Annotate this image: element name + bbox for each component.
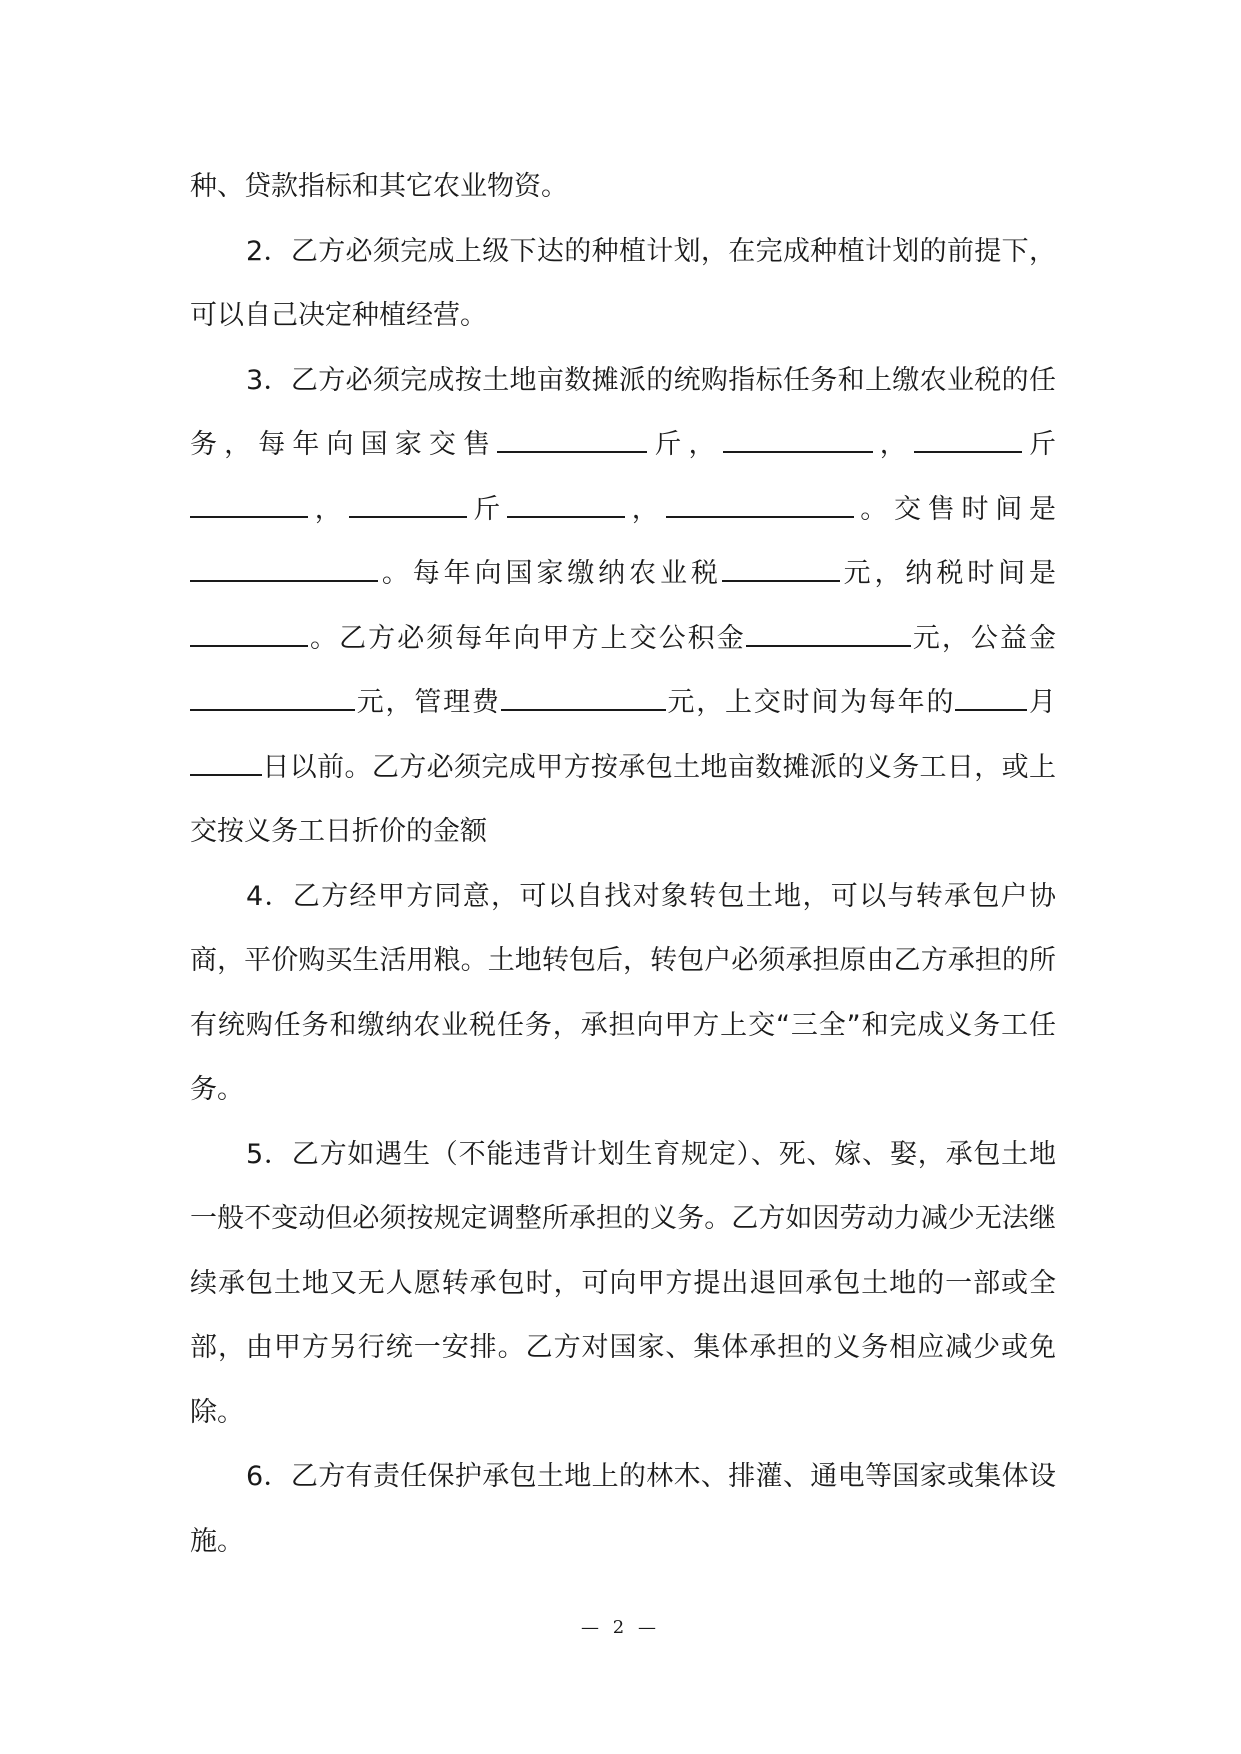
blank-field (746, 619, 911, 647)
blank-field (190, 554, 378, 582)
blank-field (501, 683, 666, 711)
clause-6: 6．乙方有责任保护承包土地上的林木、排灌、通电等国家或集体设施。 (190, 1461, 1056, 1557)
clause-3-text: 斤， (647, 429, 723, 460)
clause-3-text: 月 (1027, 687, 1057, 718)
clause-3-text: 日以前。乙方必须完成甲方按承包土地亩数摊派的义务工日，或上交按义务工日折价的金额 (190, 751, 1056, 847)
blank-field (722, 554, 840, 582)
blank-field (349, 490, 467, 518)
clause-4: 4．乙方经甲方同意，可以自找对象转包土地，可以与转承包户协商，平价购买生活用粮。土地转包后，转包户必须承担原由乙方承担的所有统购任务和缴纳农业税任务，承担向甲方上交“三全”和完成义务工任务。 (190, 880, 1056, 1105)
clause-3-text: 斤 (1021, 429, 1057, 460)
clause-3-text: 。乙方必须每年向甲方上交公积金 (308, 622, 746, 654)
blank-field (507, 490, 625, 518)
clause-3 (190, 349, 1056, 865)
blank-field (190, 490, 308, 518)
clause-5: 5．乙方如遇生（不能违背计划生育规定）、死、嫁、娶，承包土地一般不变动但必须按规定调整所承担的义务。乙方如因劳动力减少无法继续承包土地又无人愿转承包时，可向甲方提出退回承包土地的一部或全部，由甲方另行统一安排。乙方对国家、集体承担的义务相应减少或免除。 (190, 1138, 1056, 1428)
clause-3-text: 元，上交时间为每年的 (665, 687, 956, 718)
blank-field (723, 425, 873, 453)
document-body (190, 155, 1056, 1574)
blank-field (190, 619, 308, 647)
clause-3-text: ， (625, 493, 666, 525)
clause-3-text: ， (872, 429, 914, 460)
blank-field (914, 425, 1022, 453)
clause-3-text: 元，管理费 (355, 687, 501, 718)
blank-field (666, 490, 854, 518)
clause-3-text: 斤 (466, 493, 507, 525)
clause-3-text: 。交售时间是 (853, 493, 1056, 525)
clause-3-text: 元，公益金 (910, 622, 1057, 654)
blank-field (190, 748, 262, 776)
clause-3-text: 元，纳税时间是 (839, 558, 1057, 589)
page-number: — 2 — (581, 1617, 660, 1638)
clause-3-text: 3．乙方必须完成按土地亩数摊派的统购指标任务和上缴农业税的任务，每年向国家交售 (190, 364, 1056, 460)
clause-3-text: 。每年向国家缴纳农业税 (378, 558, 722, 589)
blank-field (497, 425, 647, 453)
paragraph-continuation: 种、贷款指标和其它农业物资。 (190, 171, 568, 202)
blank-field (190, 683, 355, 711)
blank-field (955, 683, 1027, 711)
clause-3-text: ， (308, 493, 349, 525)
clause-2: 2．乙方必须完成上级下达的种植计划，在完成种植计划的前提下，可以自己决定种植经营。 (190, 235, 1056, 331)
